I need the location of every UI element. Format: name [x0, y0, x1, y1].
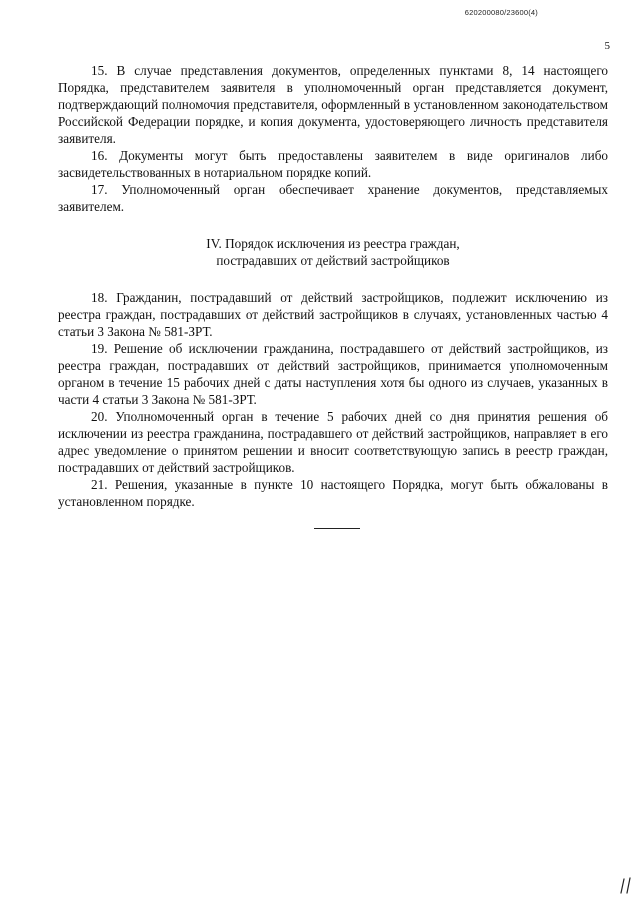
handwritten-mark-icon — [618, 877, 634, 895]
paragraph-19: 19. Решение об исключении гражданина, пострадавшего от действий застройщиков, из реестра граждан, пострадавших от действий застройщиков, принимается уполномоченным органом в течение 15 рабочих дней с даты наступления хотя бы одного из случаев, указанных в части 4 статьи 3 Закона № 581-ЗРТ. — [58, 341, 608, 407]
page-number: 5 — [604, 40, 610, 52]
paragraph-15: 15. В случае представления документов, определенных пунктами 8, 14 настоящего Порядка, представителем заявителя в уполномоченный орган представляется документ, подтверждающий полномочия представителя, оформленный в установленном законодательством Российской Федерации порядке, и копия документа, удостоверяющего личность представителя заявителя. — [58, 63, 608, 146]
paragraph-18: 18. Гражданин, пострадавший от действий застройщиков, подлежит исключению из реестра граждан, пострадавших от действий застройщиков в случаях, установленных частью 4 статьи 3 Закона № 581-ЗРТ. — [58, 290, 608, 339]
paragraph-20: 20. Уполномоченный орган в течение 5 рабочих дней со дня принятия решения об исключении из реестра гражданина, пострадавшего от действий застройщиков, направляет в его адрес уведомление о принятом решении и вносит соответствующую запись в реестр граждан, пострадавших от действий застройщиков. — [58, 409, 608, 475]
section-heading-line-1: IV. Порядок исключения из реестра граждан, — [206, 236, 460, 251]
section-heading — [58, 235, 608, 269]
paragraphs-after-section — [58, 289, 608, 510]
paragraph-17: 17. Уполномоченный орган обеспечивает хранение документов, представляемых заявителем. — [58, 182, 608, 214]
paragraphs-before-section — [58, 62, 608, 215]
end-of-text-rule — [314, 528, 360, 529]
paragraph-16: 16. Документы могут быть предоставлены заявителем в виде оригиналов либо засвидетельствованных в нотариальном порядке копий. — [58, 148, 608, 180]
document-code: 620200080/23600(4) — [464, 8, 538, 17]
section-heading-line-2: пострадавших от действий застройщиков — [216, 253, 450, 268]
paragraph-21: 21. Решения, указанные в пункте 10 настоящего Порядка, могут быть обжалованы в установленном порядке. — [58, 477, 608, 509]
